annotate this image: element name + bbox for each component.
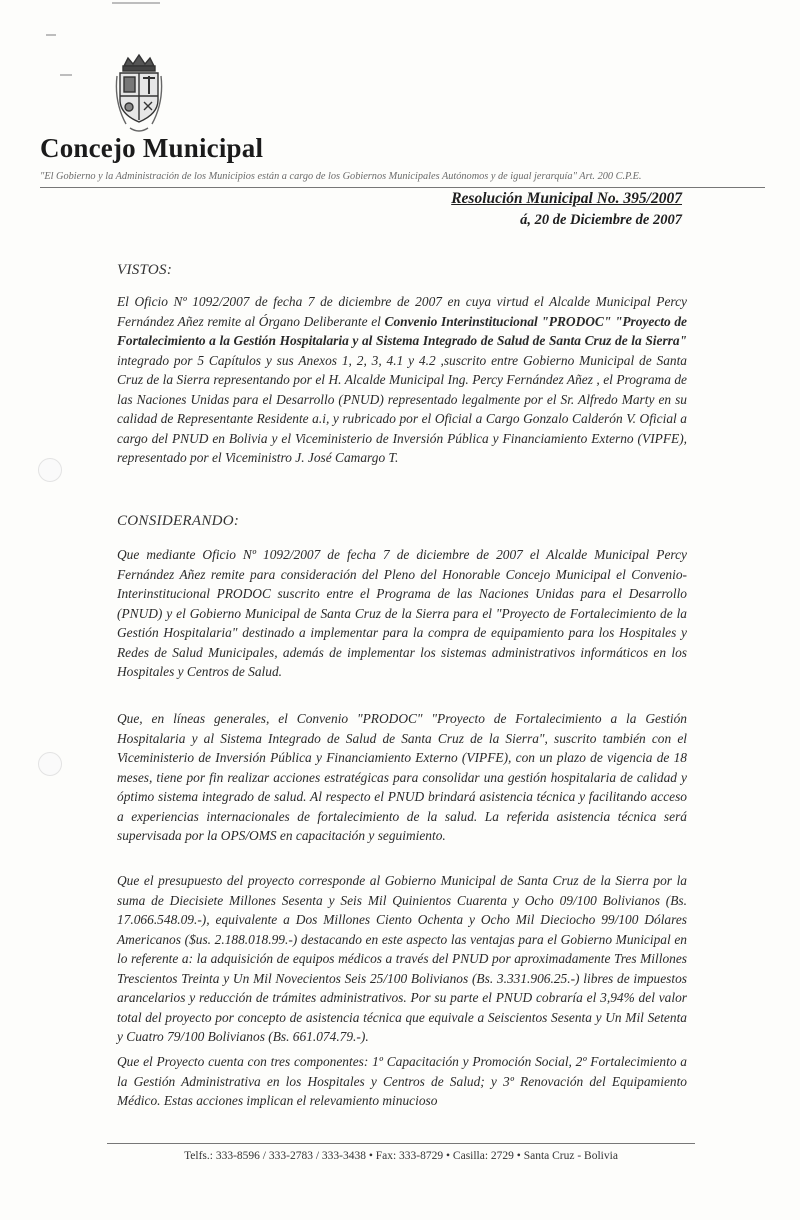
municipal-crest-icon [112, 52, 166, 136]
considerando-paragraph-4: Que el Proyecto cuenta con tres componentes: 1º Capacitación y Promoción Social, 2º Fortalecimiento a la Gestión Administrativa en los Hospitales y Centros de Salud; y 3º Renovación del Equipamiento Médico. Estas acciones implican el relevamiento minucioso [117, 1054, 687, 1108]
resolution-date: á, 20 de Diciembre de 2007 [520, 212, 682, 228]
punch-hole [38, 752, 62, 776]
convenio-title: Convenio Interinstitucional "PRODOC" "Proyecto de Fortalecimiento a la Gestión Hospitalaria y al Sistema Integrado de Salud de Santa Cruz de la Sierra" [117, 313, 687, 348]
vistos-paragraph [117, 292, 687, 468]
considerando-paragraph-1: Que mediante Oficio Nº 1092/2007 de fecha 7 de diciembre de 2007 el Alcalde Municipal Percy Fernández Añez remite para consideración del Pleno del Honorable Concejo Municipal el Convenio- Interinstitucional PRODOC suscrito entre el Programa de las Naciones Unidas para el Desarrollo (PNUD) y el Gobierno Municipal de Santa Cruz de la Sierra para el "Proyecto de Fortalecimiento de la Gestión Hospitalaria" destinado a implementar para la compra de equipamiento para los Hospitales y Redes de Salud Municipales, además de implementar los sistemas administrativos informáticos en los Hospitales y Centros de Salud. [117, 547, 687, 679]
scan-speck [112, 2, 160, 4]
vistos-text-start: El Oficio Nº 1092/2007 de fecha 7 de diciembre de 2007 en cuya virtud el Alcalde Municipal Percy Fernández Añez remite al Órgano Deliberante el [117, 294, 687, 329]
scan-speck [60, 74, 72, 76]
considerando-heading: CONSIDERANDO: [117, 513, 240, 529]
footer-contact: Telfs.: 333-8596 / 333-2783 / 333-3438 • Fax: 333-8729 • Casilla: 2729 • Santa Cruz - Bolivia [184, 1150, 618, 1162]
resolution-number: Resolución Municipal No. 395/2007 [451, 190, 682, 207]
punch-hole [38, 458, 62, 482]
header-divider [40, 187, 765, 188]
footer-divider [107, 1143, 695, 1144]
scan-speck [46, 34, 56, 36]
vistos-heading: VISTOS: [117, 262, 173, 278]
constitutional-motto: "El Gobierno y la Administración de los Municipios están a cargo de los Gobiernos Municipales Autónomos y de igual jerarquía" Art. 200 C.P.E. [40, 171, 642, 182]
considerando-paragraph-3: Que el presupuesto del proyecto corresponde al Gobierno Municipal de Santa Cruz de la Sierra por la suma de Diecisiete Millones Sesenta y Seis Mil Quinientos Cuarenta y Ocho 09/100 Bolivianos (Bs. 17.066.548.09.-), equivalente a Dos Millones Ciento Ochenta y Ocho Mil Dieciocho 99/100 Dólares Americanos ($us. 2.188.018.99.-) destacando en este aspecto las ventajas para el Gobierno Municipal en lo referente a: la adquisición de equipos médicos a través del PNUD por aproximadamente Tres Millones Trescientos Treinta y Un Mil Novecientos Seis 25/100 Bolivianos (Bs. 3.331.906.25.-) libres de impuestos arancelarios y reducción de trámites administrativos. Por su parte el PNUD cobraría el 3,94% del valor total del proyecto por concepto de asistencia técnica que equivale a Seiscientos Sesenta y Un Mil Setenta y Cuatro 79/100 Bolivianos (Bs. 661.074.79.-). [117, 873, 687, 1044]
considerando-paragraph-2: Que, en líneas generales, el Convenio "PRODOC" "Proyecto de Fortalecimiento a la Gestión Hospitalaria y al Sistema Integrado de Salud de Santa Cruz de la Sierra", suscrito también con el Viceministerio de Inversión Pública y Financiamiento Externo (VIPFE), con un plazo de vigencia de 18 meses, tiene por fin realizar acciones estratégicas para consolidar una gestión hospitalaria de calidad y óptimo sistema integrado de salud. Al respecto el PNUD brindará asistencia técnica y facilitando acceso a experiencias internacionales de fortalecimiento de la salud. La referida asistencia técnica será supervisada por la OPS/OMS en capacitación y seguimiento. [117, 711, 687, 843]
vistos-text-end: integrado por 5 Capítulos y sus Anexos 1, 2, 3, 4.1 y 4.2 ,suscrito entre Gobierno Municipal de Santa Cruz de la Sierra representando por el H. Alcalde Municipal Ing. Percy Fernández Añez , el Programa de las Naciones Unidas para el Desarrollo (PNUD) representado legalmente por el Sr. Alfredo Marty en su calidad de Representante Residente a.i, y rubricado por el Oficial a Cargo Gonzalo Calderón V. Oficial a cargo del PNUD en Bolivia y el Viceministerio de Inversión Pública y Financiamiento Externo (VIPFE), representado por el Viceministro J. José Camargo T. [117, 352, 687, 465]
organization-name: Concejo Municipal [40, 133, 264, 163]
